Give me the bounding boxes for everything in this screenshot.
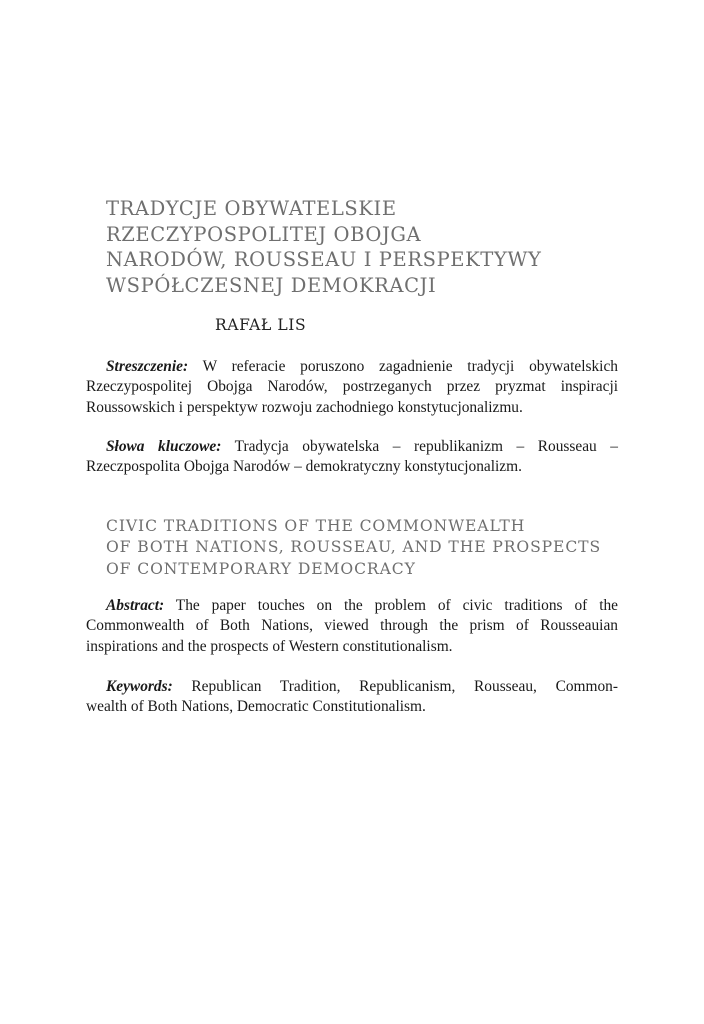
english-keywords-text: Republican Tradition, Republicanism, Rousseau, Common- [172,678,618,695]
polish-abstract-line: Rzeczypospolitej Obojga Narodów, postrzeganych przez pryzmat inspiracji [86,378,618,396]
english-title-line: OF CONTEMPORARY DEMOCRACY [106,559,416,578]
english-keywords-line-1 [86,677,618,697]
polish-keywords-line-1 [86,437,618,457]
polish-abstract-label: Streszczenie: [106,358,189,375]
polish-keywords-text: Tradycja obywatelska – republikanizm – Rousseau – [221,438,618,455]
english-abstract-text: The paper touches on the problem of civic traditions of the [164,597,618,614]
polish-abstract [86,357,618,418]
polish-title-line: NARODÓW, ROUSSEAU I PERSPEKTYWY [106,248,542,272]
english-keywords-label: Keywords: [106,678,173,695]
polish-title [106,196,626,298]
english-abstract [86,596,618,657]
polish-keywords-line: Rzeczpospolita Obojga Narodów – demokratyczny konstytucjonalizm. [86,458,522,476]
author-name: RAFAŁ LIS [215,316,307,334]
english-keywords [86,677,618,718]
english-title-line: OF BOTH NATIONS, ROUSSEAU, AND THE PROSPECTS [106,538,602,557]
polish-title-line: TRADYCJE OBYWATELSKIE [106,197,397,220]
english-title-line: CIVIC TRADITIONS OF THE COMMONWEALTH [106,517,526,535]
english-title [106,516,626,580]
polish-keywords [86,437,618,478]
polish-abstract-line-1 [86,357,618,377]
polish-title-line: RZECZYPOSPOLITEJ OBOJGA [106,222,422,246]
polish-abstract-line: Roussowskich i perspektyw rozwoju zachodniego konstytucjonalizmu. [86,398,523,416]
polish-title-line: WSPÓŁCZESNEJ DEMOKRACJI [106,273,437,297]
english-abstract-line-1 [86,596,618,616]
polish-abstract-text: W referacie poruszono zagadnienie tradycji obywatelskich [188,358,618,375]
english-keywords-line: wealth of Both Nations, Democratic Constitutionalism. [86,698,426,716]
english-abstract-label: Abstract: [106,597,165,614]
english-abstract-line: Commonwealth of Both Nations, viewed through the prism of Rousseauian [86,617,618,635]
english-abstract-line: inspirations and the prospects of Western constitutionalism. [86,637,453,655]
polish-keywords-label: Słowa kluczowe: [106,438,222,455]
